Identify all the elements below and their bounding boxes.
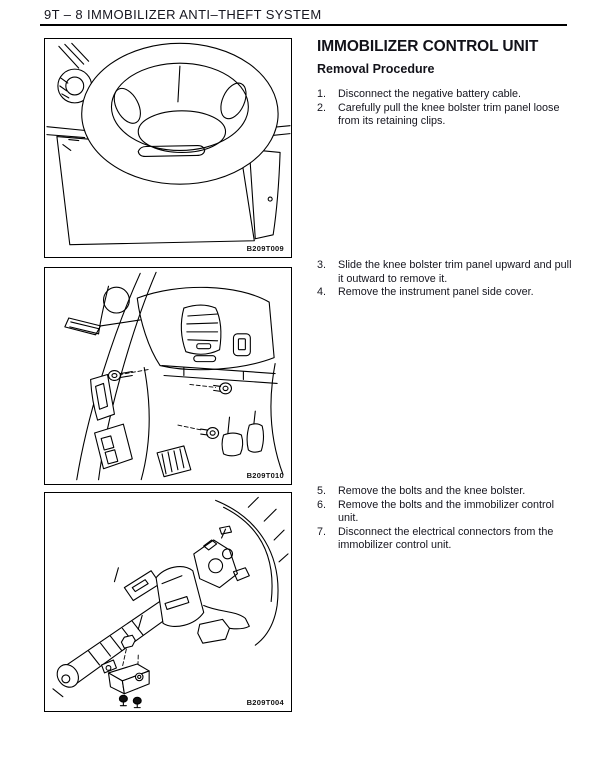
steering-column-illustration	[45, 493, 291, 711]
procedure-steps-group-1	[317, 88, 573, 129]
figure-code-label: B209T009	[246, 244, 284, 253]
step-text: Remove the bolts and the immobilizer control unit.	[338, 498, 555, 524]
procedure-step-3	[317, 259, 573, 286]
step-number: 6.	[317, 498, 327, 511]
page-header-title: 9T – 8 IMMOBILIZER ANTI–THEFT SYSTEM	[44, 7, 322, 22]
procedure-step-1	[317, 88, 573, 102]
figure-immobilizer-unit	[44, 492, 292, 712]
step-number: 1.	[317, 88, 327, 100]
step-number: 5.	[317, 485, 327, 497]
step-number: 4.	[317, 286, 327, 298]
procedure-step-2	[317, 102, 573, 129]
article-subtitle: Removal Procedure	[317, 62, 435, 76]
step-number: 2.	[317, 101, 327, 114]
figure-knee-bolster-panel	[44, 38, 292, 258]
procedure-step-4	[317, 286, 573, 300]
article-title: IMMOBILIZER CONTROL UNIT	[317, 38, 539, 55]
instrument-panel-illustration	[45, 268, 291, 484]
step-text: Disconnect the electrical connectors from the immobilizer control unit.	[338, 525, 554, 551]
procedure-steps-group-2	[317, 259, 573, 300]
step-number: 3.	[317, 259, 327, 271]
step-text: Remove the instrument panel side cover.	[338, 286, 534, 298]
figure-code-label: B209T004	[246, 698, 284, 707]
procedure-step-5	[317, 485, 573, 499]
figure-code-label: B209T010	[246, 471, 284, 480]
step-text: Remove the bolts and the knee bolster.	[338, 485, 526, 497]
header-rule	[40, 24, 567, 26]
steering-wheel-illustration	[45, 39, 291, 257]
step-text: Slide the knee bolster trim panel upward and pull it outward to remove it.	[338, 259, 572, 285]
figure-panel-bolts	[44, 267, 292, 485]
step-number: 7.	[317, 525, 327, 538]
step-text: Carefully pull the knee bolster trim panel loose from its retaining clips.	[338, 101, 560, 127]
procedure-step-7	[317, 526, 573, 553]
procedure-steps-group-3	[317, 485, 573, 553]
step-text: Disconnect the negative battery cable.	[338, 88, 522, 100]
procedure-step-6	[317, 499, 573, 526]
